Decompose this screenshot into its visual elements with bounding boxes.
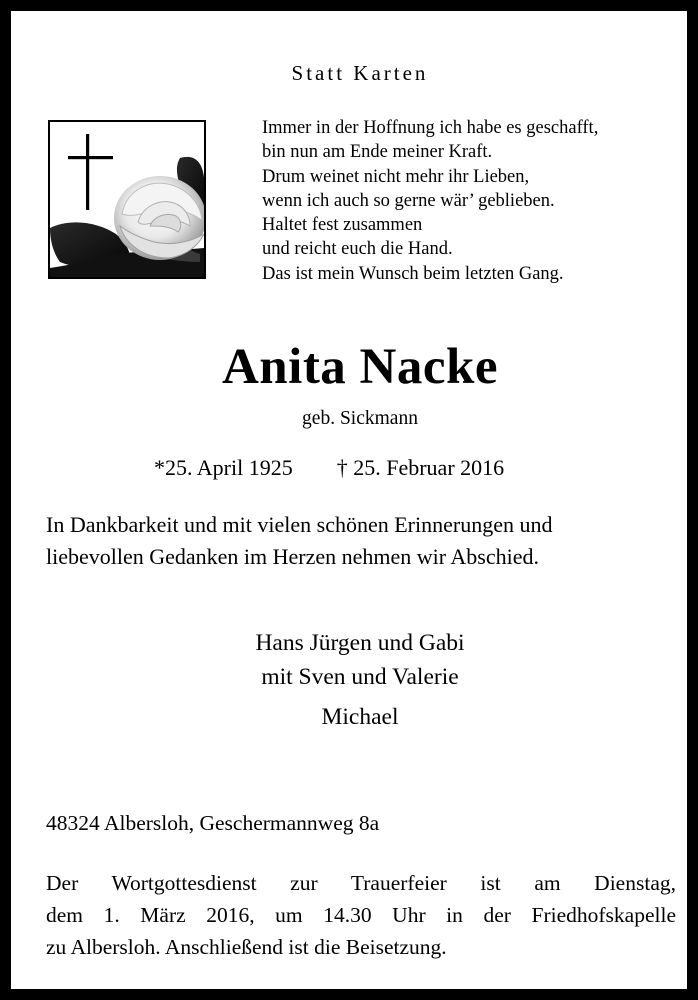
rose-image [50,122,204,277]
farewell-text [46,509,676,573]
maiden-name: geb. Sickmann [302,408,418,429]
service-line: zu Albersloh. Anschließend ist die Beisetzung. [46,935,447,959]
farewell-line: liebevollen Gedanken im Herzen nehmen wir Abschied. [46,544,540,569]
mourner-line: Michael [321,704,399,730]
poem-line: wenn ich auch so gerne wär’ geblieben. [262,190,555,211]
poem [262,116,598,286]
life-dates [154,455,504,481]
service-notice [46,867,676,963]
death-date: † 25. Februar 2016 [336,455,505,480]
address: 48324 Albersloh, Geschermannweg 8a [46,811,380,835]
cross-icon [68,134,113,210]
poem-line: und reicht euch die Hand. [262,239,453,260]
service-line: dem 1. März 2016, um 14.30 Uhr in der Friedhofskapelle [46,903,676,927]
poem-line: Haltet fest zusammen [262,215,423,236]
poem-line: Immer in der Hoffnung ich habe es geschafft, [262,118,599,138]
memorial-picture [48,120,206,279]
birth-date: *25. April 1925 [154,455,293,480]
mourner-line: Hans Jürgen und Gabi [255,630,465,656]
poem-line: bin nun am Ende meiner Kraft. [262,142,493,163]
mourners-list [11,626,698,734]
mourner-line: mit Sven und Valerie [261,664,459,690]
farewell-line: In Dankbarkeit und mit vielen schönen Erinnerungen und [46,512,553,537]
service-line: Der Wortgottesdienst zur Trauerfeier ist am Dienstag, [46,871,676,895]
deceased-name: Anita Nacke [221,339,499,395]
poem-line: Das ist mein Wunsch beim letzten Gang. [262,263,564,284]
header-text: Statt Karten [291,61,429,85]
poem-line: Drum weinet nicht mehr ihr Lieben, [262,166,530,187]
